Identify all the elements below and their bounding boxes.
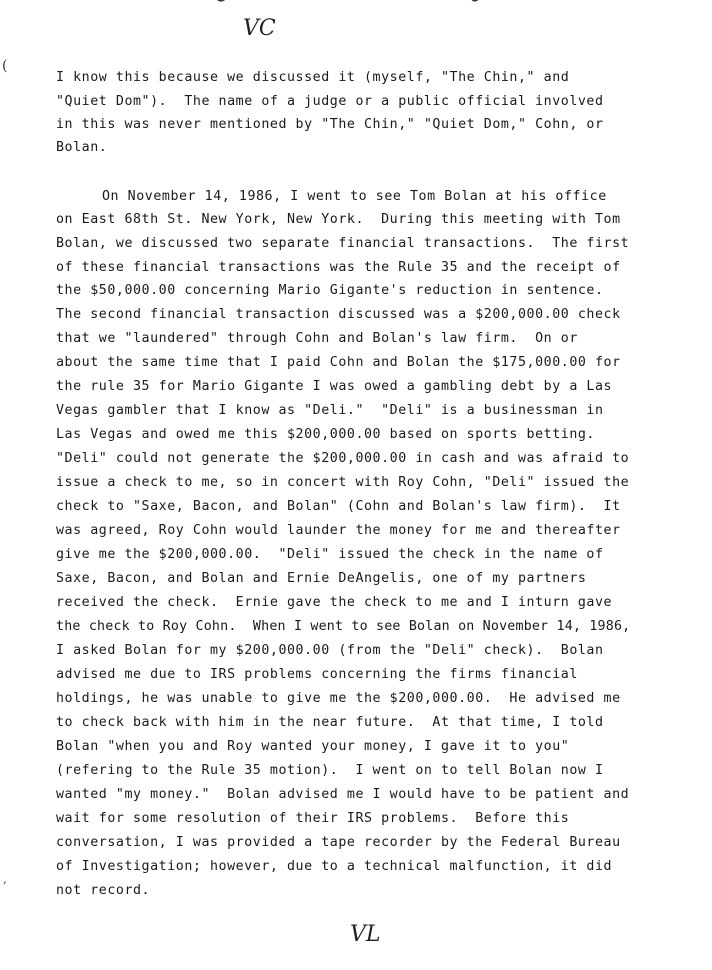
text-line: the $50,000.00 concerning Mario Gigante's reduction in sentence. xyxy=(56,283,604,298)
text-line: Las Vegas and owed me this $200,000.00 based on sports betting. xyxy=(56,427,595,442)
text-line: check to "Saxe, Bacon, and Bolan" (Cohn and Bolan's law firm). It xyxy=(56,499,621,514)
text-line: Saxe, Bacon, and Bolan and Ernie DeAngelis, one of my partners xyxy=(56,571,587,586)
text-line: (refering to the Rule 35 motion). I went on to tell Bolan now I xyxy=(56,763,604,778)
text-line: holdings, he was unable to give me the $200,000.00. He advised me xyxy=(56,691,621,706)
margin-mark-left-top: ( xyxy=(2,58,8,74)
text-line: to check back with him in the near future. At that time, I told xyxy=(56,715,604,730)
text-line: "Deli" could not generate the $200,000.00 in cash and was afraid to xyxy=(56,451,630,466)
text-line: Bolan, we discussed two separate financial transactions. The first xyxy=(56,236,630,251)
text-line: wait for some resolution of their IRS problems. Before this xyxy=(56,811,570,826)
handwritten-initials-top: VC xyxy=(243,16,276,41)
text-line: of these financial transactions was the Rule 35 and the receipt of xyxy=(56,260,621,275)
top-edge-marks xyxy=(0,0,712,8)
text-line: "Quiet Dom"). The name of a judge or a public official involved xyxy=(56,94,604,109)
text-line: I asked Bolan for my $200,000.00 (from the "Deli" check). Bolan xyxy=(56,643,604,658)
text-line: was agreed, Roy Cohn would launder the money for me and thereafter xyxy=(56,523,621,538)
text-line: conversation, I was provided a tape recorder by the Federal Bureau xyxy=(56,835,621,850)
text-line: Bolan. xyxy=(56,140,108,155)
text-line: in this was never mentioned by "The Chin," "Quiet Dom," Cohn, or xyxy=(56,117,604,132)
text-line: I know this because we discussed it (myself, "The Chin," and xyxy=(56,70,570,85)
text-line: Bolan "when you and Roy wanted your money, I gave it to you" xyxy=(56,739,570,754)
text-line: that we "laundered" through Cohn and Bolan's law firm. On or xyxy=(56,331,578,346)
text-line: the rule 35 for Mario Gigante I was owed a gambling debt by a Las xyxy=(56,379,613,394)
handwritten-initials-bottom: VL xyxy=(350,922,381,947)
text-line: on East 68th St. New York, New York. During this meeting with Tom xyxy=(56,212,621,227)
margin-mark-left-bottom: , xyxy=(3,872,7,886)
text-line: issue a check to me, so in concert with Roy Cohn, "Deli" issued the xyxy=(56,475,630,490)
text-line: advised me due to IRS problems concerning the firms financial xyxy=(56,667,578,682)
text-line: give me the $200,000.00. "Deli" issued the check in the name of xyxy=(56,547,604,562)
text-line: received the check. Ernie gave the check to me and I inturn gave xyxy=(56,595,613,610)
text-line: about the same time that I paid Cohn and Bolan the $175,000.00 for xyxy=(56,355,621,370)
text-line: wanted "my money." Bolan advised me I would have to be patient and xyxy=(56,787,630,802)
text-line: of Investigation; however, due to a technical malfunction, it did xyxy=(56,859,613,874)
text-line: the check to Roy Cohn. When I went to see Bolan on November 14, 1986, xyxy=(56,619,631,634)
text-line: On November 14, 1986, I went to see Tom Bolan at his office xyxy=(102,189,607,204)
text-line: Vegas gambler that I know as "Deli." "Deli" is a businessman in xyxy=(56,403,604,418)
text-line: The second financial transaction discussed was a $200,000.00 check xyxy=(56,307,621,322)
text-line: not record. xyxy=(56,883,151,898)
